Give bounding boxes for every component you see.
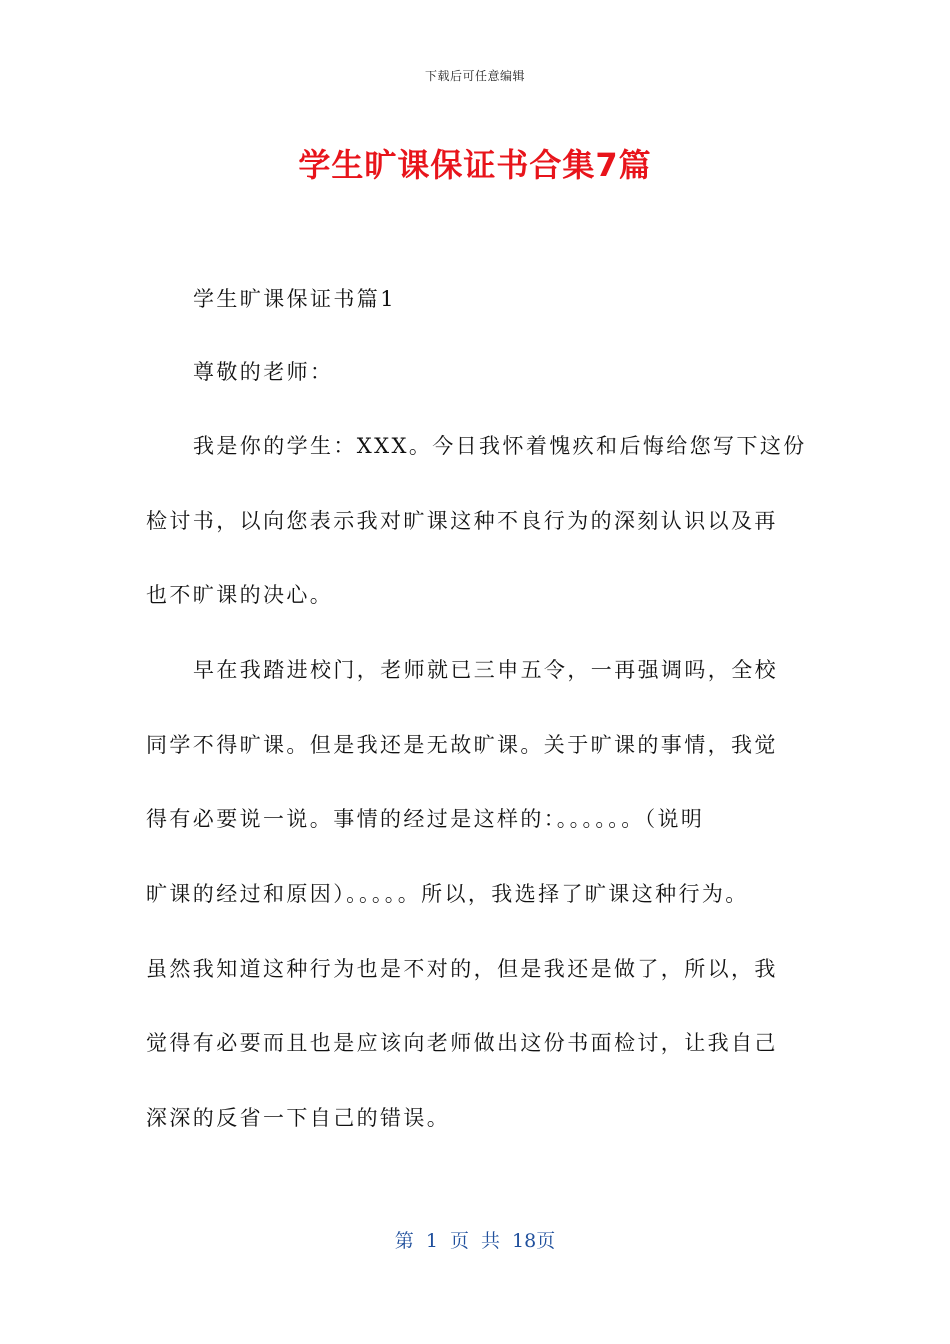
salutation: 尊敬的老师： [193,360,334,384]
paragraph-line: 同学不得旷课。但是我还是无故旷课。关于旷课的事情，我觉 [146,733,778,757]
section-heading: 学生旷课保证书篇1 [193,287,396,311]
header-note: 下载后可任意编辑 [424,69,525,83]
paragraph-line: 检讨书，以向您表示我对旷课这种不良行为的深刻认识以及再 [146,509,778,533]
paragraph-line: 也不旷课的决心。 [146,583,334,607]
paragraph-line: 我是你的学生：XXX。今日我怀着愧疚和后悔给您写下这份 [193,434,807,458]
paragraph-line: 得有必要说一说。事情的经过是这样的：。。。。。。（说明 [146,807,705,831]
paragraph-line: 旷课的经过和原因）。。。。。所以，我选择了旷课这种行为。 [146,882,749,906]
paragraph-line: 虽然我知道这种行为也是不对的，但是我还是做了，所以，我 [146,957,778,981]
paragraph-line: 深深的反省一下自己的错误。 [146,1106,451,1130]
paragraph-line: 觉得有必要而且也是应该向老师做出这份书面检讨，让我自己 [146,1031,778,1055]
document-title: 学生旷课保证书合集7篇 [298,146,652,184]
page-number-footer: 第 1 页 共 18页 [394,1230,556,1252]
paragraph-line: 早在我踏进校门，老师就已三申五令，一再强调吗，全校 [193,658,778,682]
